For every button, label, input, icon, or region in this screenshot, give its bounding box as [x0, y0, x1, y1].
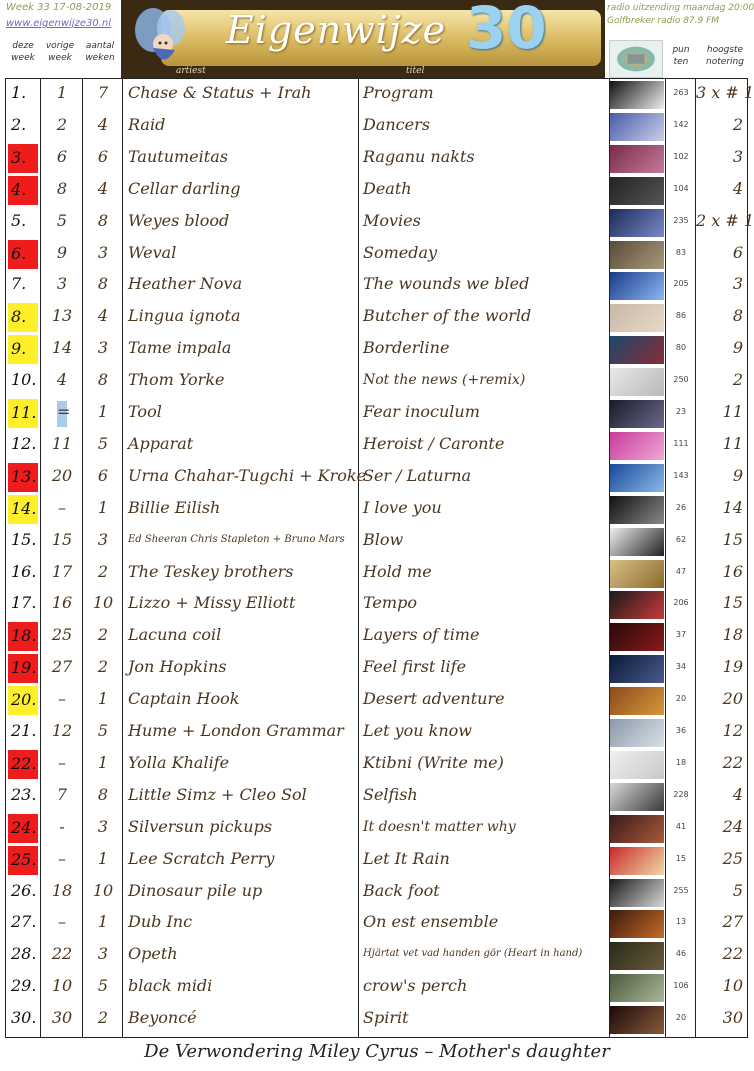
- title-cell: Back foot: [363, 880, 440, 900]
- table-row: [6, 366, 747, 398]
- header-right: [607, 2, 754, 78]
- peak-position-cell: 19: [722, 657, 743, 677]
- album-cover-icon: [610, 209, 664, 237]
- album-cover-icon: [610, 910, 664, 938]
- peak-position-cell: 2 x # 1: [696, 210, 754, 230]
- peak-position-cell: 20: [722, 689, 743, 709]
- album-cover-icon: [610, 528, 664, 556]
- points-cell: 143: [673, 470, 689, 480]
- position-cell: 12.: [11, 433, 37, 453]
- weeks-on-chart-cell: 5: [97, 721, 109, 740]
- points-cell: 20: [675, 1013, 687, 1023]
- col-head-points: pun ten: [672, 45, 690, 67]
- table-row: [6, 813, 747, 845]
- table-row: [6, 526, 747, 558]
- weeks-on-chart-cell: 8: [97, 784, 109, 804]
- album-cover-icon: [610, 623, 664, 651]
- points-cell: 228: [673, 789, 689, 799]
- album-cover-icon: [610, 1006, 664, 1034]
- points-cell: 36: [675, 726, 687, 735]
- weeks-on-chart-cell: 1: [97, 497, 109, 517]
- title-cell: Let It Rain: [363, 848, 450, 868]
- previous-week-cell: 16: [51, 593, 73, 613]
- album-cover-icon: [610, 113, 664, 141]
- weeks-on-chart-cell: 2: [97, 561, 109, 581]
- position-cell: 13.: [8, 463, 38, 492]
- artist-cell: Jon Hopkins: [128, 657, 227, 677]
- title-cell: crow's perch: [363, 976, 468, 996]
- album-cover-icon: [610, 496, 664, 524]
- title-cell: Tempo: [363, 593, 417, 613]
- peak-position-cell: 9: [732, 338, 743, 358]
- position-cell: 27.: [11, 912, 37, 932]
- previous-week-cell: –: [58, 689, 66, 709]
- previous-week-cell: 2: [56, 114, 68, 134]
- table-row: [6, 749, 747, 781]
- previous-week-cell: 15: [51, 529, 73, 549]
- points-cell: 250: [673, 375, 689, 385]
- album-cover-icon: [610, 336, 664, 364]
- table-row: [6, 781, 747, 813]
- points-cell: 106: [673, 981, 689, 991]
- album-cover-icon: [610, 942, 664, 970]
- table-row: [6, 845, 747, 877]
- peak-position-cell: 27: [722, 912, 743, 932]
- position-cell: 16.: [11, 561, 37, 581]
- table-row: [6, 175, 747, 207]
- peak-position-cell: 4: [732, 178, 743, 198]
- table-row: [6, 494, 747, 526]
- banner-artist-label: artiest: [176, 66, 206, 76]
- table-row: [6, 334, 747, 366]
- points-cell: 104: [673, 183, 689, 193]
- peak-position-cell: 30: [722, 1008, 743, 1028]
- peak-position-cell: 14: [722, 497, 743, 517]
- artist-cell: Ed Sheeran Chris Stapleton + Bruno Mars: [128, 533, 345, 545]
- title-cell: Ser / Laturna: [363, 465, 472, 485]
- points-cell: 46: [675, 949, 687, 959]
- artist-cell: Lingua ignota: [128, 306, 241, 326]
- artist-cell: Hume + London Grammar: [128, 721, 344, 740]
- artist-cell: Cellar darling: [128, 178, 241, 198]
- position-cell: 15.: [11, 529, 37, 549]
- weeks-on-chart-cell: 4: [97, 178, 109, 198]
- table-row: [6, 462, 747, 494]
- album-cover-icon: [610, 879, 664, 907]
- points-cell: 86: [675, 311, 687, 321]
- weeks-on-chart-cell: 3: [97, 816, 109, 836]
- position-cell: 1.: [11, 83, 27, 102]
- peak-position-cell: 3: [732, 274, 743, 294]
- title-cell: Selfish: [363, 784, 418, 804]
- fairy-icon: [131, 4, 191, 70]
- peak-position-cell: 9: [732, 465, 743, 485]
- radio-station: Golfbreker radio 87.9 FM: [607, 16, 720, 26]
- position-cell: 30.: [11, 1008, 37, 1028]
- position-cell: 25.: [8, 846, 38, 875]
- previous-week-cell: 11: [51, 433, 73, 453]
- title-cell: Not the news (+remix): [363, 372, 526, 389]
- artist-cell: Dub Inc: [128, 912, 193, 932]
- artist-cell: black midi: [128, 976, 213, 996]
- points-cell: 23: [675, 407, 687, 416]
- table-row: [6, 877, 747, 909]
- position-cell: 3.: [8, 144, 38, 173]
- peak-position-cell: 15: [722, 529, 743, 549]
- artist-cell: Opeth: [128, 944, 178, 964]
- previous-week-cell: 9: [56, 242, 68, 262]
- table-row: [6, 430, 747, 462]
- artist-cell: Tame impala: [128, 338, 232, 358]
- week-label: Week 33 17-08-2019: [6, 2, 112, 13]
- position-cell: 9.: [8, 335, 38, 364]
- position-cell: 20.: [8, 686, 38, 715]
- position-cell: 28.: [11, 944, 37, 964]
- artist-cell: Chase & Status + Irah: [128, 83, 312, 102]
- points-cell: 41: [675, 821, 687, 831]
- album-cover-icon: [610, 783, 664, 811]
- previous-week-cell: 13: [51, 306, 73, 326]
- album-cover-icon: [610, 591, 664, 619]
- position-cell: 11.: [8, 399, 38, 428]
- previous-week-cell: 4: [56, 370, 68, 390]
- artist-cell: Lee Scratch Perry: [128, 848, 275, 868]
- col-head-peak: hoogste notering: [706, 45, 744, 67]
- position-cell: 2.: [11, 114, 27, 134]
- header-left: [6, 2, 120, 78]
- points-cell: 255: [673, 885, 689, 895]
- title-cell: It doesn't matter why: [363, 818, 516, 835]
- title-cell: Death: [363, 178, 412, 198]
- peak-position-cell: 2: [732, 114, 743, 134]
- table-row: [6, 908, 747, 940]
- peak-position-cell: 12: [722, 721, 743, 740]
- artist-cell: Yolla Khalife: [128, 752, 230, 772]
- weeks-on-chart-cell: 1: [97, 689, 109, 709]
- table-row: [6, 685, 747, 717]
- previous-week-cell: 10: [51, 976, 73, 996]
- weeks-on-chart-cell: 6: [97, 146, 109, 166]
- points-cell: 206: [673, 598, 689, 608]
- previous-week-cell: 27: [51, 657, 73, 677]
- album-cover-icon: [610, 400, 664, 428]
- points-cell: 263: [673, 88, 689, 97]
- banner-title-label: titel: [406, 66, 425, 76]
- artist-cell: Weyes blood: [128, 210, 230, 230]
- title-cell: Butcher of the world: [363, 306, 532, 326]
- peak-position-cell: 25: [722, 848, 743, 868]
- position-cell: 17.: [11, 593, 37, 613]
- position-cell: 19.: [8, 654, 38, 683]
- artist-cell: Heather Nova: [128, 274, 243, 294]
- peak-position-cell: 15: [722, 593, 743, 613]
- previous-week-cell: 17: [51, 561, 73, 581]
- album-cover-icon: [610, 464, 664, 492]
- album-cover-icon: [610, 687, 664, 715]
- col-head-this-week: deze week: [11, 41, 35, 63]
- title-cell: Program: [363, 83, 434, 102]
- points-cell: 26: [675, 502, 687, 512]
- artist-cell: The Teskey brothers: [128, 561, 294, 581]
- previous-week-cell: 1: [56, 83, 68, 102]
- album-cover-icon: [610, 304, 664, 332]
- artist-cell: Urna Chahar-Tugchi + Kroke: [128, 465, 367, 485]
- artist-cell: Tool: [128, 402, 162, 421]
- album-cover-icon: [610, 751, 664, 779]
- points-cell: 18: [675, 757, 687, 767]
- previous-week-cell: 18: [51, 880, 73, 900]
- previous-week-cell: 5: [56, 210, 68, 230]
- peak-position-cell: 5: [732, 880, 743, 900]
- previous-week-cell: 3: [56, 274, 68, 294]
- position-cell: 6.: [8, 240, 38, 269]
- weeks-on-chart-cell: 1: [97, 912, 109, 932]
- position-cell: 10.: [11, 370, 37, 390]
- peak-position-cell: 2: [732, 370, 743, 390]
- title-cell: Feel first life: [363, 657, 467, 677]
- weeks-on-chart-cell: 5: [97, 976, 109, 996]
- weeks-on-chart-cell: 8: [97, 274, 109, 294]
- points-cell: 205: [673, 279, 689, 289]
- weeks-on-chart-cell: 6: [97, 465, 109, 485]
- points-cell: 47: [675, 566, 687, 576]
- peak-position-cell: 10: [722, 976, 743, 996]
- position-cell: 18.: [8, 622, 38, 651]
- artist-cell: Captain Hook: [128, 689, 240, 709]
- table-row: [6, 207, 754, 239]
- album-cover-icon: [610, 974, 664, 1002]
- previous-week-cell: –: [58, 848, 66, 868]
- weeks-on-chart-cell: 10: [92, 593, 114, 613]
- position-cell: 7.: [11, 274, 27, 294]
- artist-cell: Thom Yorke: [128, 370, 225, 390]
- position-cell: 21.: [11, 721, 37, 740]
- artist-cell: Silversun pickups: [128, 816, 273, 836]
- album-cover-icon: [610, 432, 664, 460]
- title-cell: Blow: [363, 529, 404, 549]
- position-cell: 5.: [11, 210, 27, 230]
- weeks-on-chart-cell: 1: [97, 402, 109, 421]
- peak-position-cell: 22: [722, 944, 743, 964]
- site-link[interactable]: www.eigenwijze30.nl: [6, 18, 111, 29]
- table-row: [6, 558, 747, 590]
- previous-week-cell: 20: [51, 465, 73, 485]
- peak-position-cell: 6: [732, 242, 743, 262]
- points-cell: 13: [675, 917, 687, 927]
- table-row: [6, 972, 747, 1004]
- artist-cell: Beyoncé: [128, 1008, 197, 1028]
- points-cell: 37: [675, 630, 687, 640]
- table-row: [6, 589, 747, 621]
- weeks-on-chart-cell: 2: [97, 657, 109, 677]
- artist-cell: Weval: [128, 242, 177, 262]
- points-cell: 20: [675, 694, 687, 704]
- previous-week-cell: 14: [51, 338, 73, 358]
- title-cell: Hjärtat vet vad handen gör (Heart in hand): [363, 948, 583, 960]
- artist-cell: Billie Eilish: [128, 497, 221, 517]
- points-cell: 102: [673, 151, 689, 161]
- album-cover-icon: [610, 177, 664, 205]
- footer-feature: De Verwondering Miley Cyrus – Mother's daughter: [144, 1041, 610, 1062]
- title-cell: On est ensemble: [363, 912, 499, 932]
- peak-position-cell: 3 x # 1: [696, 83, 754, 102]
- table-row: [6, 143, 747, 175]
- title-cell: Fear inoculum: [363, 402, 480, 421]
- position-cell: 4.: [8, 176, 38, 205]
- peak-position-cell: 18: [722, 625, 743, 645]
- artist-cell: Apparat: [128, 433, 194, 453]
- previous-week-cell: 7: [56, 784, 68, 804]
- points-cell: 34: [675, 662, 687, 672]
- peak-position-cell: 11: [722, 433, 743, 453]
- title-cell: The wounds we bled: [363, 274, 530, 294]
- col-head-weeks: aantal weken: [85, 41, 115, 63]
- table-row: [6, 302, 747, 334]
- title-cell: Ktibni (Write me): [363, 752, 504, 772]
- previous-week-cell: =: [57, 401, 67, 427]
- position-cell: 26.: [11, 880, 37, 900]
- previous-week-cell: 6: [56, 146, 68, 166]
- table-row: [6, 940, 747, 972]
- album-cover-icon: [610, 145, 664, 173]
- left-column-headers: [6, 40, 120, 64]
- table-row: [6, 79, 754, 111]
- weeks-on-chart-cell: 1: [97, 752, 109, 772]
- album-cover-icon: [610, 815, 664, 843]
- previous-week-cell: 30: [51, 1008, 73, 1028]
- previous-week-cell: –: [58, 912, 66, 932]
- points-cell: 15: [675, 853, 687, 863]
- artist-cell: Raid: [128, 114, 166, 134]
- weeks-on-chart-cell: 2: [97, 1008, 109, 1028]
- station-logo-icon: [609, 40, 663, 78]
- title-cell: I love you: [363, 497, 442, 517]
- points-cell: 83: [675, 247, 687, 257]
- title-cell: Heroist / Caronte: [363, 433, 505, 453]
- peak-position-cell: 3: [732, 146, 743, 166]
- previous-week-cell: 12: [51, 721, 73, 740]
- weeks-on-chart-cell: 4: [97, 306, 109, 326]
- weeks-on-chart-cell: 8: [97, 370, 109, 390]
- title-cell: Movies: [363, 210, 421, 230]
- weeks-on-chart-cell: 7: [97, 83, 109, 102]
- weeks-on-chart-cell: 2: [97, 625, 109, 645]
- weeks-on-chart-cell: 5: [97, 433, 109, 453]
- artist-cell: Lizzo + Missy Elliott: [128, 593, 296, 613]
- title-cell: Desert adventure: [363, 689, 505, 709]
- album-cover-icon: [610, 719, 664, 747]
- album-cover-icon: [610, 368, 664, 396]
- header: [0, 0, 754, 78]
- table-row: [6, 270, 747, 302]
- col-head-prev-week: vorige week: [45, 41, 75, 63]
- banner-number: 30: [466, 0, 547, 62]
- position-cell: 14.: [8, 495, 38, 524]
- points-cell: 80: [675, 343, 687, 353]
- artist-cell: Lacuna coil: [128, 625, 222, 645]
- previous-week-cell: –: [58, 497, 66, 517]
- peak-position-cell: 24: [722, 816, 743, 836]
- title-cell: Someday: [363, 242, 438, 262]
- previous-week-cell: 25: [51, 625, 73, 645]
- weeks-on-chart-cell: 1: [97, 848, 109, 868]
- weeks-on-chart-cell: 3: [97, 338, 109, 358]
- table-row: [6, 717, 747, 749]
- title-cell: Let you know: [363, 721, 472, 740]
- radio-schedule: radio uitzending maandag 20:00: [607, 3, 754, 13]
- artist-cell: Little Simz + Cleo Sol: [128, 784, 307, 804]
- artist-cell: Tautumeitas: [128, 146, 228, 166]
- previous-week-cell: 22: [51, 944, 73, 964]
- points-cell: 62: [675, 534, 687, 544]
- title-cell: Layers of time: [363, 625, 480, 645]
- title-cell: Spirit: [363, 1008, 409, 1028]
- peak-position-cell: 8: [732, 306, 743, 326]
- table-row: [6, 653, 747, 685]
- title-cell: Hold me: [363, 561, 432, 581]
- banner: [121, 0, 605, 78]
- title-cell: Dancers: [363, 114, 430, 134]
- chart-table: [5, 78, 754, 1038]
- points-cell: 142: [673, 119, 689, 129]
- position-cell: 29.: [11, 976, 37, 996]
- table-row: [6, 621, 747, 653]
- artist-cell: Dinosaur pile up: [128, 880, 263, 900]
- album-cover-icon: [610, 560, 664, 588]
- position-cell: 24.: [8, 814, 38, 843]
- weeks-on-chart-cell: 3: [97, 242, 109, 262]
- table-row: [6, 398, 747, 430]
- peak-position-cell: 11: [722, 402, 743, 421]
- position-cell: 22.: [8, 750, 38, 779]
- previous-week-cell: –: [58, 752, 66, 772]
- title-cell: Raganu nakts: [363, 146, 475, 166]
- points-cell: 111: [673, 438, 689, 448]
- weeks-on-chart-cell: 10: [92, 880, 114, 900]
- weeks-on-chart-cell: 8: [97, 210, 109, 230]
- peak-position-cell: 22: [722, 752, 743, 772]
- album-cover-icon: [610, 272, 664, 300]
- banner-title: Eigenwijze: [226, 8, 447, 52]
- peak-position-cell: 4: [732, 784, 743, 804]
- album-cover-icon: [610, 241, 664, 269]
- previous-week-cell: 8: [56, 178, 68, 198]
- position-cell: 8.: [8, 303, 38, 332]
- position-cell: 23.: [11, 784, 37, 804]
- peak-position-cell: 16: [722, 561, 743, 581]
- table-row: [6, 239, 747, 271]
- weeks-on-chart-cell: 3: [97, 529, 109, 549]
- points-cell: 235: [673, 215, 689, 225]
- album-cover-icon: [610, 655, 664, 683]
- table-row: [6, 1004, 747, 1036]
- album-cover-icon: [610, 81, 664, 109]
- album-cover-icon: [610, 847, 664, 875]
- weeks-on-chart-cell: 4: [97, 114, 109, 134]
- title-cell: Borderline: [363, 338, 450, 358]
- table-row: [6, 111, 747, 143]
- weeks-on-chart-cell: 3: [97, 944, 109, 964]
- previous-week-cell: -: [59, 816, 65, 836]
